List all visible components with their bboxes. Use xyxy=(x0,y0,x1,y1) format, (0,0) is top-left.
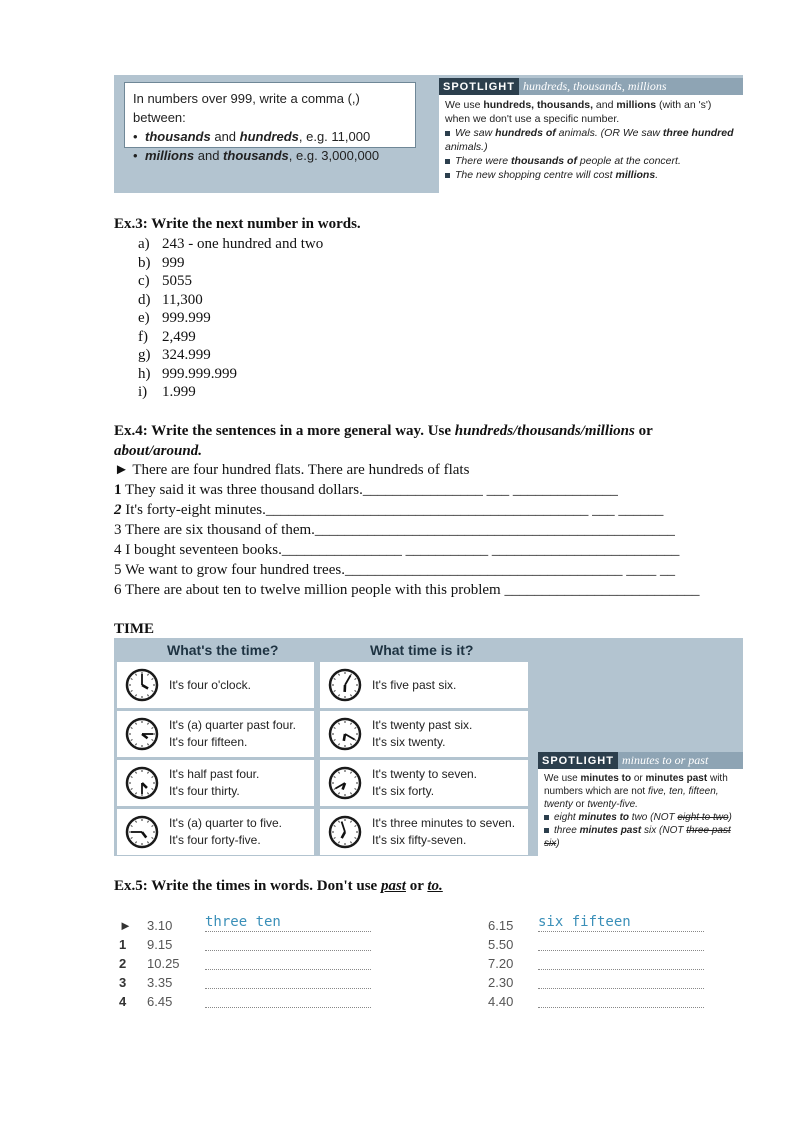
time-row xyxy=(119,975,379,993)
ex3-heading: Ex.3: Write the next number in words. xyxy=(114,216,361,232)
time-value: 2.30 xyxy=(488,975,514,990)
ex4-line[interactable]: 6 There are about ten to twelve million people with this problem __________________________ xyxy=(114,582,700,598)
row-number: 1 xyxy=(119,937,127,952)
comma-rule-intro: In numbers over 999, write a comma (,) between: xyxy=(133,91,360,125)
spotlight-body: We use minutes to or minutes past with numbers which are not five, ten, fifteen, twenty or twenty-five. eight minutes to two (NOT eight to two) three minutes past six (NOT three past six) xyxy=(544,773,732,849)
ex3-list xyxy=(138,235,323,402)
clock-column-1 xyxy=(117,638,314,858)
row-number: 2 xyxy=(119,956,127,971)
clock-icon xyxy=(125,766,159,800)
answer-field[interactable] xyxy=(205,988,371,989)
comma-rule-item: • thousands and hundreds, e.g. 11,000 xyxy=(145,127,407,146)
clock-text: It's half past four. It's four thirty. xyxy=(169,767,260,798)
handwritten-answer: three ten xyxy=(205,914,281,930)
clock-icon xyxy=(328,766,362,800)
spotlight-hundreds-box xyxy=(439,78,743,193)
clock-text: It's five past six. xyxy=(372,677,457,692)
answer-field[interactable] xyxy=(205,950,371,951)
clock-text: It's four o'clock. xyxy=(169,677,251,692)
clock-row xyxy=(117,662,314,708)
clock-icon xyxy=(328,668,362,702)
time-value: 6.45 xyxy=(147,994,173,1009)
clock-row xyxy=(117,711,314,757)
comma-rule-box xyxy=(124,82,416,163)
clock-icon xyxy=(125,668,159,702)
time-row xyxy=(488,937,748,955)
column-title: What's the time? xyxy=(167,642,279,658)
clock-text: It's (a) quarter past four. It's four fifteen. xyxy=(169,718,297,749)
ex4-heading: Ex.4: Write the sentences in a more general way. Use hundreds/thousands/millions or about/around. xyxy=(114,423,653,459)
time-row xyxy=(119,956,379,974)
time-value: 7.20 xyxy=(488,956,514,971)
time-row xyxy=(119,994,379,1012)
row-number: ► xyxy=(119,918,132,933)
time-row xyxy=(488,914,748,936)
ex4-line[interactable]: 3 There are six thousand of them.________________________________________________ xyxy=(114,522,675,538)
clock-text: It's (a) quarter to five. It's four forty-five. xyxy=(169,816,282,847)
answer-field[interactable] xyxy=(538,931,704,932)
ex4-line[interactable]: 1 They said it was three thousand dollars.________________ ___ ______________ xyxy=(114,482,618,498)
time-row xyxy=(488,975,748,993)
ex4-line[interactable]: 5 We want to grow four hundred trees._____________________________________ ____ __ xyxy=(114,562,675,578)
answer-field[interactable] xyxy=(538,969,704,970)
row-number: 4 xyxy=(119,994,127,1009)
ex4-line[interactable]: 4 I bought seventeen books.________________ ___________ _________________________ xyxy=(114,542,680,558)
ex5-heading: Ex.5: Write the times in words. Don't use past or to. xyxy=(114,878,443,894)
clock-row xyxy=(117,809,314,855)
list-item: d) 11,300 xyxy=(138,291,203,308)
ex4-line[interactable]: 2 It's forty-eight minutes.___________________________________________ ___ ______ xyxy=(114,502,664,518)
time-value: 4.40 xyxy=(488,994,514,1009)
list-item: f) 2,499 xyxy=(138,328,196,345)
list-item: h) 999.999.999 xyxy=(138,365,237,382)
time-value: 3.35 xyxy=(147,975,173,990)
clock-row xyxy=(320,809,528,855)
answer-field[interactable] xyxy=(538,988,704,989)
list-item: e) 999.999 xyxy=(138,310,211,326)
time-value: 10.25 xyxy=(147,956,180,971)
spotlight-body: We use hundreds, thousands, and millions (with an 's') when we don't use a specific number. We saw hundreds of animals. (OR We saw three hundred animals.) There were thousands of people at the concert. The new shopping centre will cost millions. xyxy=(445,99,734,181)
list-item: b) 999 xyxy=(138,254,185,271)
clock-text: It's twenty past six. It's six twenty. xyxy=(372,718,473,749)
time-value: 6.15 xyxy=(488,918,514,933)
time-row xyxy=(488,956,748,974)
clock-row xyxy=(320,711,528,757)
time-row xyxy=(119,937,379,955)
ex4-example: ► There are four hundred flats. There are hundreds of flats xyxy=(114,462,470,478)
answer-field[interactable] xyxy=(538,950,704,951)
spotlight-header: SPOTLIGHT hundreds, thousands, millions xyxy=(439,78,743,95)
answer-field[interactable] xyxy=(538,1007,704,1008)
answer-field[interactable] xyxy=(205,931,371,932)
time-heading: TIME xyxy=(114,621,155,637)
hour-hand xyxy=(344,734,345,741)
spotlight-header: SPOTLIGHT minutes to or past xyxy=(538,752,743,769)
clock-text: It's twenty to seven. It's six forty. xyxy=(372,767,478,798)
clock-icon xyxy=(125,717,159,751)
row-number: 3 xyxy=(119,975,127,990)
time-value: 5.50 xyxy=(488,937,514,952)
clock-column-2 xyxy=(320,638,528,858)
time-value: 3.10 xyxy=(147,918,173,933)
clock-icon xyxy=(328,815,362,849)
answer-field[interactable] xyxy=(205,1007,371,1008)
clock-icon xyxy=(125,815,159,849)
clock-row xyxy=(320,662,528,708)
list-item: g) 324.999 xyxy=(138,347,211,363)
time-row xyxy=(119,914,379,936)
time-value: 9.15 xyxy=(147,937,173,952)
handwritten-answer: six fifteen xyxy=(538,914,631,930)
clock-row xyxy=(117,760,314,806)
answer-field[interactable] xyxy=(205,969,371,970)
clock-icon xyxy=(328,717,362,751)
column-title: What time is it? xyxy=(370,642,474,658)
comma-rule-item: • millions and thousands, e.g. 3,000,000 xyxy=(145,146,407,165)
list-item: i) 1.999 xyxy=(138,384,196,400)
list-item: c) 5055 xyxy=(138,273,192,289)
clock-row xyxy=(320,760,528,806)
time-row xyxy=(488,994,748,1012)
spotlight-minutes-box xyxy=(538,752,743,856)
list-item: a) 243 - one hundred and two xyxy=(138,236,324,252)
clock-text: It's three minutes to seven. It's six fifty-seven. xyxy=(372,816,516,847)
